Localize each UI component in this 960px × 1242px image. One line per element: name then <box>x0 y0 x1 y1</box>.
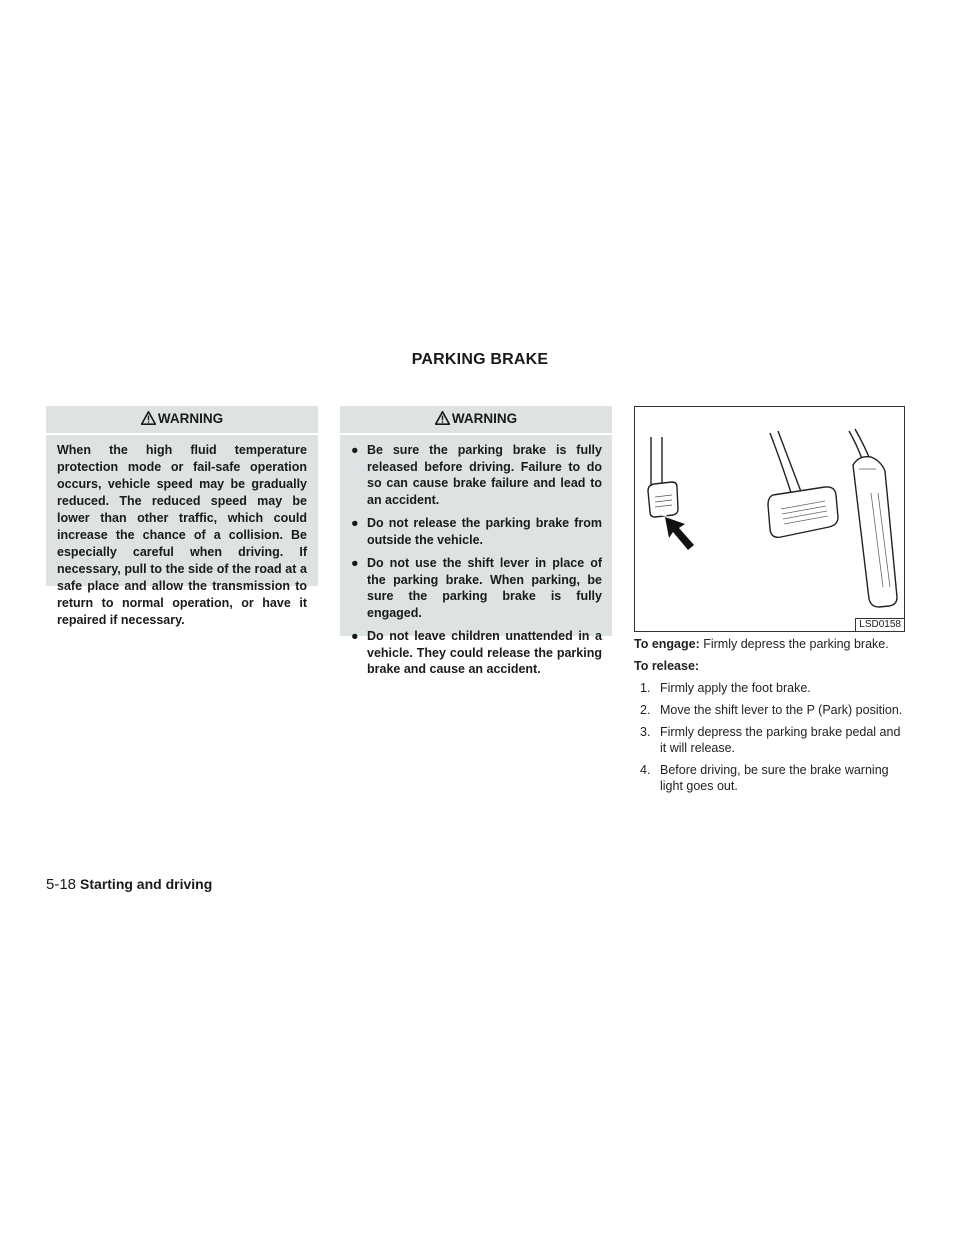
chapter-title: Starting and driving <box>80 876 213 892</box>
release-steps <box>634 680 910 794</box>
bullet-icon: ● <box>351 516 359 530</box>
section-title: PARKING BRAKE <box>411 351 549 368</box>
parking-brake-illustration <box>634 406 905 632</box>
list-item: ● Do not release the parking brake from outside the vehicle. <box>351 516 602 547</box>
page-number: 5-18 <box>46 876 77 893</box>
warning-text: When the high fluid temperature protection mode or fail-safe operation occurs, vehicle speed may be gradually reduced. The reduced speed may be lower than other traffic, which could increase the chance of a collision. Be especially careful when driving. If necessary, pull to the side of the road at a safe place and allow the transmission to return to normal operation, or have it repaired if necessary. <box>57 443 307 627</box>
list-item: 2. Move the shift lever to the P (Park) position. <box>640 703 903 717</box>
bullet-icon: ● <box>351 556 359 570</box>
warning-header <box>340 406 612 435</box>
engage-text: Firmly depress the parking brake. <box>703 637 889 651</box>
warning-triangle-icon <box>435 411 450 425</box>
page-footer <box>46 876 212 893</box>
list-item: ● Do not leave children unattended in a vehicle. They could release the parking brake and cause an accident. <box>351 629 602 676</box>
warning-triangle-icon <box>141 411 156 425</box>
engage-label: To engage: <box>634 637 700 651</box>
warning-heading: WARNING <box>451 411 518 426</box>
release-label: To release: <box>634 659 700 673</box>
bullet-icon: ● <box>351 443 359 457</box>
warning-box-parking-brake <box>340 406 612 676</box>
list-item: 3. Firmly depress the parking brake pedal and it will release. <box>640 725 901 755</box>
parking-brake-instructions <box>634 636 910 800</box>
list-item: ● Do not use the shift lever in place of the parking brake. When parking, be sure the parking brake is fully engaged. <box>351 556 602 620</box>
bullet-icon: ● <box>351 629 359 643</box>
warning-bullet-list <box>340 435 612 691</box>
engage-instruction <box>634 636 910 652</box>
warning-header <box>46 406 318 435</box>
list-item: ● Be sure the parking brake is fully released before driving. Failure to do so can cause brake failure and lead to an accident. <box>351 443 602 507</box>
warning-box-transmission <box>46 406 318 627</box>
warning-heading: WARNING <box>157 411 224 426</box>
pedals-drawing <box>635 407 904 631</box>
figure-code: LSD0158 <box>855 618 904 631</box>
list-item: 1. Firmly apply the foot brake. <box>640 681 811 695</box>
list-item: 4. Before driving, be sure the brake warning light goes out. <box>640 763 889 793</box>
